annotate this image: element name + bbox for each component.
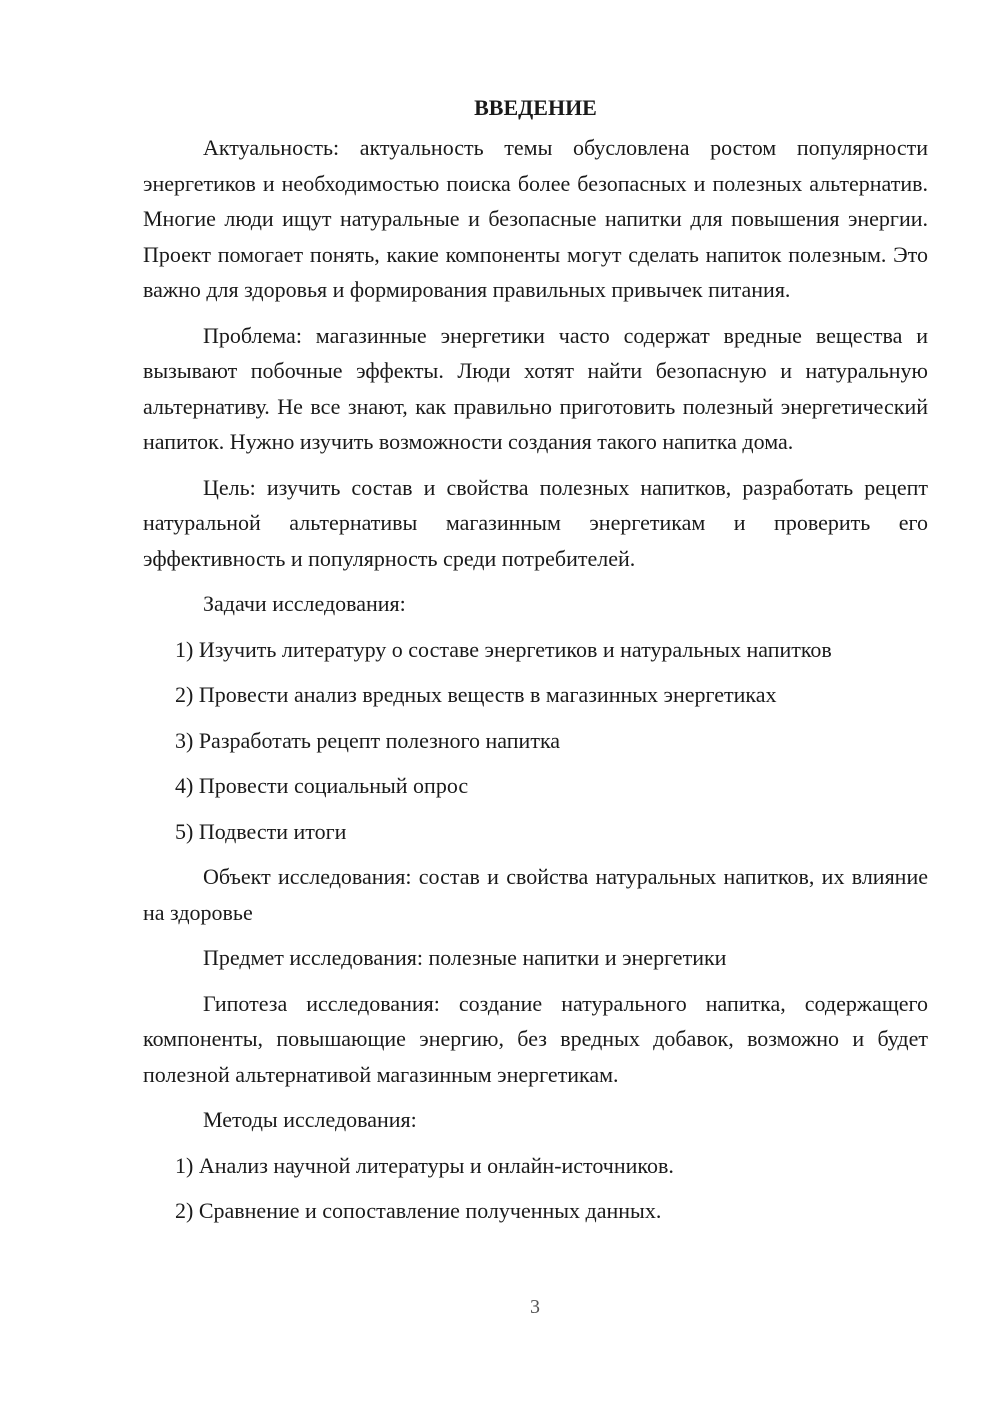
method-item: 2) Сравнение и сопоставление полученных данных. xyxy=(175,1198,662,1223)
method-item: 1) Анализ научной литературы и онлайн-источников. xyxy=(175,1152,674,1178)
tasks-heading: Задачи исследования: xyxy=(203,591,406,616)
hypothesis-paragraph: Гипотеза исследования: создание натурального напитка, содержащего компоненты, повышающие энергию, без вредных добавок, возможно и будет полезной альтернативой магазинным энергетикам. xyxy=(143,990,928,1087)
problem-paragraph: Проблема: магазинные энергетики часто содержат вредные вещества и вызывают побочные эффекты. Люди хотят найти безопасную и натуральную альтернативу. Не все знают, как правильно приготовить полезный энергетический напиток. Нужно изучить возможности создания такого напитка дома. xyxy=(143,322,928,454)
methods-list xyxy=(143,1148,928,1229)
task-item: 4) Провести социальный опрос xyxy=(175,773,469,798)
task-item: 2) Провести анализ вредных веществ в магазинных энергетиках xyxy=(175,682,777,707)
methods-heading: Методы исследования: xyxy=(203,1107,417,1132)
page-number: 3 xyxy=(530,1296,540,1318)
document-page xyxy=(143,90,928,1239)
goal-paragraph: Цель: изучить состав и свойства полезных напитков, разработать рецепт натуральной альтернативы магазинным энергетикам и проверить его эффективность и популярность среди потребителей. xyxy=(143,474,928,571)
page-title: ВВЕДЕНИЕ xyxy=(474,95,597,120)
relevance-paragraph: Актуальность: актуальность темы обусловлена ростом популярности энергетиков и необходимостью поиска более безопасных и полезных альтернатив. Многие люди ищут натуральные и безопасные напитки для повышения энергии. Проект помогает понять, какие компоненты могут сделать напиток полезным. Это важно для здоровья и формирования правильных привычек питания. xyxy=(143,135,928,302)
task-item: 5) Подвести итоги xyxy=(175,818,347,844)
object-paragraph: Объект исследования: состав и свойства натуральных напитков, их влияние на здоровье xyxy=(143,864,928,925)
tasks-list xyxy=(143,632,928,850)
subject-paragraph: Предмет исследования: полезные напитки и энергетики xyxy=(203,945,727,970)
task-item: 1) Изучить литературу о составе энергетиков и натуральных напитков xyxy=(175,636,832,662)
task-item: 3) Разработать рецепт полезного напитка xyxy=(175,727,561,753)
